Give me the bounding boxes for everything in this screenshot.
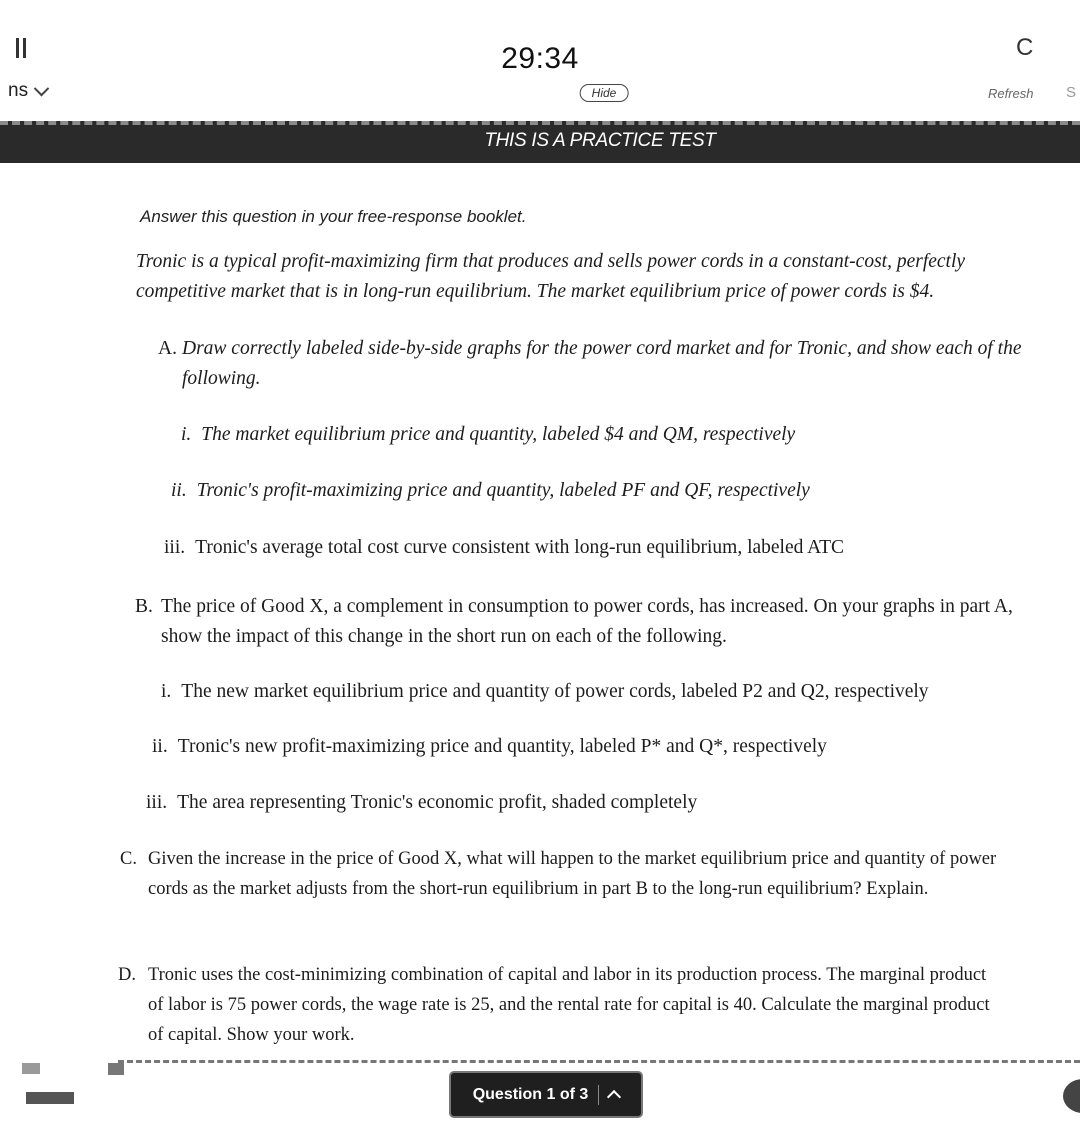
- question-prompt: Tronic is a typical profit-maximizing firm that produces and sells power cords in a constant-cost, perfectly competitive market that is in long-run equilibrium. The market equilibrium price of power cords is $4.: [136, 251, 966, 302]
- chevron-down-icon: [34, 80, 50, 96]
- part-letter: D.: [118, 965, 136, 985]
- part-text: Given the increase in the price of Good X, what will happen to the market equilibrium price and quantity of power cords as the market adjusts from the short-run equilibrium in part B to the long-run equilibrium? Explain.: [148, 849, 997, 899]
- timer: 29:34: [501, 42, 579, 75]
- subpart-text: The market equilibrium price and quantity, labeled $4 and QM, respectively: [201, 424, 796, 445]
- refresh-icon[interactable]: C: [1016, 34, 1034, 61]
- subpart-text: Tronic's profit-maximizing price and quantity, labeled PF and QF, respectively: [196, 480, 810, 501]
- edge-glyph: S: [1066, 84, 1077, 101]
- part-letter: B.: [135, 596, 153, 617]
- part-d: [118, 960, 998, 1050]
- subpart-b-ii: [152, 732, 827, 762]
- question-instruction: Answer this question in your free-response booklet.: [140, 207, 527, 226]
- subpart-number: i.: [181, 424, 192, 445]
- subpart-text: Tronic's new profit-maximizing price and quantity, labeled P* and Q*, respectively: [177, 736, 827, 757]
- subpart-number: ii.: [171, 480, 187, 501]
- part-letter: A.: [158, 338, 177, 359]
- subpart-number: ii.: [152, 736, 168, 757]
- right-edge-button[interactable]: [1063, 1079, 1080, 1113]
- tools-menu[interactable]: [8, 80, 47, 102]
- left-edge-mark: [108, 1063, 124, 1075]
- hide-timer-button[interactable]: Hide: [580, 84, 629, 102]
- subpart-b-iii: [146, 788, 697, 818]
- subpart-text: Tronic's average total cost curve consistent with long-run equilibrium, labeled ATC: [195, 537, 845, 558]
- bottom-divider: [118, 1060, 1080, 1063]
- tools-menu-label: ns: [8, 80, 29, 101]
- question-nav-button[interactable]: [449, 1071, 643, 1118]
- subpart-number: iii.: [164, 537, 186, 558]
- part-b: [135, 592, 1015, 652]
- part-text: Tronic uses the cost-minimizing combination of capital and labor in its production process. The marginal product of labor is 75 power cords, the wage rate is 25, and the rental rate for capital is 40. Calculate the marginal product of capital. Show your work.: [148, 965, 990, 1045]
- part-a: [158, 334, 1048, 394]
- nav-separator: [598, 1085, 599, 1105]
- practice-test-banner-text: THIS IS A PRACTICE TEST: [484, 130, 716, 151]
- part-text: The price of Good X, a complement in consumption to power cords, has increased. On your graphs in part A, show the impact of this change in the short run on each of the following.: [161, 596, 1013, 647]
- left-edge-mark: [22, 1063, 40, 1074]
- chevron-up-icon: [607, 1090, 621, 1104]
- subpart-b-i: [161, 677, 929, 707]
- subpart-number: i.: [161, 681, 172, 702]
- question-nav-label: Question 1 of 3: [472, 1085, 589, 1103]
- part-letter: C.: [120, 849, 137, 869]
- pause-icon[interactable]: [16, 38, 28, 58]
- subpart-a-ii: [171, 476, 810, 506]
- subpart-text: The new market equilibrium price and quantity of power cords, labeled P2 and Q2, respectively: [181, 681, 929, 702]
- left-edge-mark: [26, 1092, 74, 1104]
- subpart-a-i: [181, 420, 795, 450]
- subpart-a-iii: [164, 533, 844, 563]
- subpart-text: The area representing Tronic's economic profit, shaded completely: [177, 792, 698, 813]
- refresh-label[interactable]: Refresh: [988, 86, 1034, 101]
- part-text: Draw correctly labeled side-by-side graphs for the power cord market and for Tronic, and show each of the following.: [182, 338, 1022, 389]
- subpart-number: iii.: [146, 792, 168, 813]
- part-c: [120, 844, 1000, 904]
